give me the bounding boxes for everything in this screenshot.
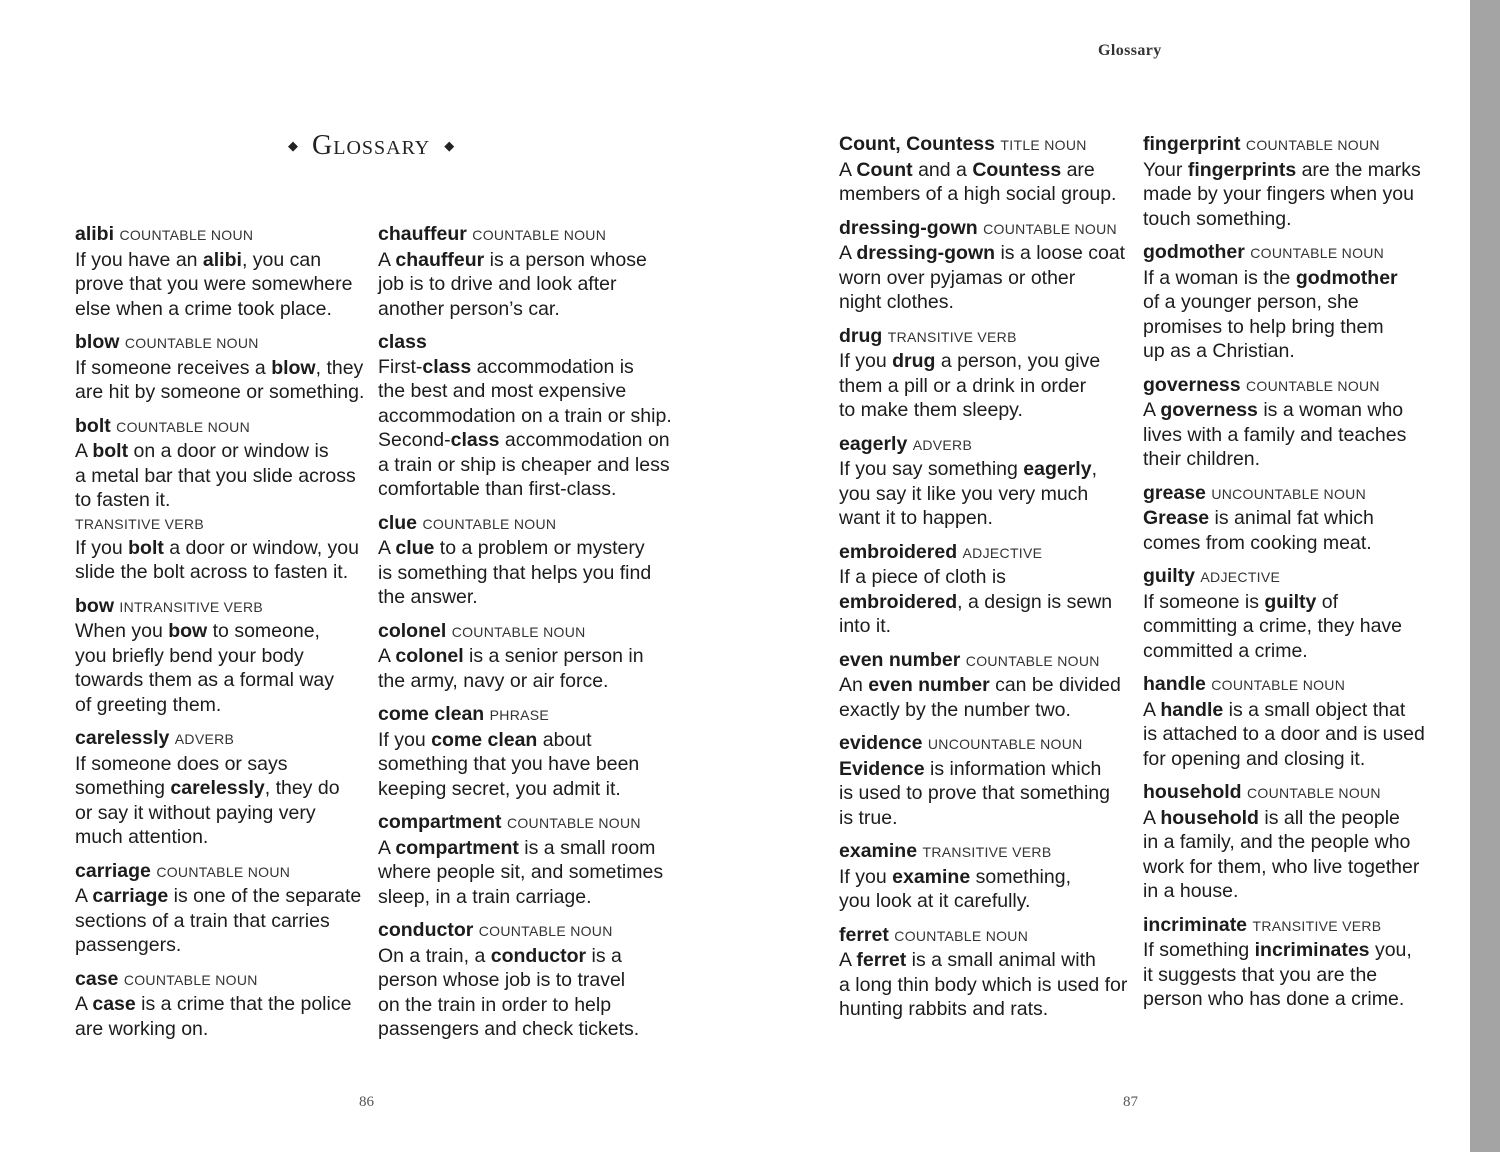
definition-line: job is to drive and look after: [378, 273, 617, 295]
definition-line: exactly by the number two.: [839, 698, 1071, 721]
definition-line: sections of a train that carries: [75, 909, 330, 932]
definition-line: A Count and a Countess are: [839, 158, 1095, 181]
definition-line: person whose job is to travel: [378, 969, 626, 991]
highlighted-term: examine: [892, 865, 971, 888]
highlighted-term: incriminates: [1254, 939, 1370, 961]
definition-line: another person’s car.: [378, 297, 560, 320]
definition-line: If something incriminates you,: [1143, 939, 1412, 961]
entry-headline: [1143, 564, 1433, 590]
entry-part-of-speech: COUNTABLE NOUN: [1245, 137, 1380, 153]
definition-line: is something that helps you find: [378, 561, 652, 584]
definition-line: Second-class accommodation on: [378, 429, 670, 451]
definition-line: towards them as a formal way: [75, 669, 335, 691]
entry-term: dressing-gown: [839, 216, 978, 239]
entry-part-of-speech: COUNTABLE NOUN: [1250, 245, 1385, 261]
definition-line: sleep, in a train carriage.: [378, 885, 592, 908]
definition-line: If you say something eagerly,: [839, 458, 1097, 480]
entry-headline: [75, 967, 365, 993]
highlighted-term: godmother: [1295, 266, 1398, 289]
definition-line: promises to help bring them: [1143, 315, 1384, 338]
glossary-entry: [839, 216, 1129, 315]
definition-line: comes from cooking meat.: [1143, 531, 1372, 554]
entry-part-of-speech: COUNTABLE NOUN: [116, 418, 250, 435]
entry-part-of-speech: TRANSITIVE VERB: [887, 328, 1017, 345]
glossary-column-4: [1143, 132, 1433, 1021]
entry-part-of-speech: INTRANSITIVE VERB: [119, 598, 263, 615]
glossary-entry: [1143, 780, 1433, 904]
entry-term: governess: [1143, 373, 1241, 396]
highlighted-term: bolt: [92, 440, 129, 462]
glossary-title: [288, 130, 454, 162]
glossary-entry: [1143, 240, 1433, 364]
entry-term: carelessly: [75, 727, 170, 749]
definition-line: On a train, a conductor is a: [378, 944, 622, 967]
glossary-entry: [378, 222, 668, 321]
entry-part-of-speech: COUNTABLE NOUN: [472, 227, 607, 243]
entry-headline: [839, 432, 1129, 458]
definition-line: keeping secret, you admit it.: [378, 777, 621, 800]
glossary-entry: [378, 511, 668, 610]
definition-line: for opening and closing it.: [1143, 747, 1366, 770]
definition-line: If someone receives a blow, they: [75, 356, 364, 379]
definition-line: made by your fingers when you: [1143, 183, 1414, 205]
highlighted-term: class: [450, 429, 500, 451]
highlighted-term: Countess: [972, 158, 1062, 181]
definition-line: An even number can be divided: [839, 674, 1121, 696]
definition-line: If a woman is the godmother: [1143, 266, 1398, 289]
highlighted-term: carriage: [92, 885, 169, 907]
highlighted-term: governess: [1160, 399, 1258, 421]
entry-term: colonel: [378, 619, 447, 642]
definition-line: up as a Christian.: [1143, 340, 1295, 362]
entry-part-of-speech: UNCOUNTABLE NOUN: [1211, 485, 1366, 502]
definition-line: A household is all the people: [1143, 806, 1400, 829]
entry-headline: [839, 731, 1129, 757]
definition-line: work for them, who live together: [1143, 855, 1420, 878]
highlighted-term: clue: [395, 537, 435, 559]
glossary-entry: [378, 702, 668, 801]
definition-line: If someone is guilty of: [1143, 590, 1339, 613]
definition-line: you say it like you very much: [839, 482, 1089, 505]
entry-headline: [839, 839, 1129, 865]
definition-line: else when a crime took place.: [75, 297, 332, 320]
definition-line: are hit by someone or something.: [75, 381, 365, 403]
entry-headline: [839, 132, 1129, 158]
definition-line: A clue to a problem or mystery: [378, 537, 645, 559]
highlighted-term: alibi: [202, 248, 242, 271]
entry-term: embroidered: [839, 540, 958, 563]
definition-line: A colonel is a senior person in: [378, 645, 644, 667]
definition-line: committing a crime, they have: [1143, 615, 1403, 637]
definition-line: hunting rabbits and rats.: [839, 998, 1049, 1020]
definition-line: If you drug a person, you give: [839, 350, 1101, 372]
definition-line: Grease is animal fat which: [1143, 507, 1374, 529]
definition-line: A dressing-gown is a loose coat: [839, 242, 1126, 264]
entry-term: handle: [1143, 673, 1206, 695]
definition-line: members of a high social group.: [839, 183, 1117, 205]
entry-part-of-speech: COUNTABLE NOUN: [119, 227, 254, 243]
highlighted-term: Count: [856, 158, 913, 181]
definition-line: is used to prove that something: [839, 782, 1110, 804]
definition-line: lives with a family and teaches: [1143, 423, 1407, 446]
definition-line: A compartment is a small room: [378, 836, 656, 859]
entry-part-of-speech: COUNTABLE NOUN: [965, 652, 1100, 669]
entry-headline: [1143, 672, 1433, 698]
definition-line: person who has done a crime.: [1143, 988, 1405, 1010]
entry-headline: [1143, 240, 1433, 266]
glossary-entry: [378, 330, 672, 502]
highlighted-term: colonel: [395, 645, 464, 667]
entry-term: even number: [839, 648, 961, 671]
definition-line: If you come clean about: [378, 728, 592, 751]
definition-line: If you have an alibi, you can: [75, 248, 322, 271]
diamond-ornament-icon: ◆: [444, 138, 455, 153]
definition-line: A ferret is a small animal with: [839, 949, 1096, 971]
definition-line: committed a crime.: [1143, 639, 1308, 662]
definition-line: their children.: [1143, 448, 1261, 470]
definition-line: If you examine something,: [839, 865, 1071, 888]
definition-line: much attention.: [75, 826, 209, 848]
definition-line: of greeting them.: [75, 693, 222, 716]
entry-part-of-speech: COUNTABLE NOUN: [1211, 677, 1346, 693]
glossary-entry: [75, 859, 365, 958]
highlighted-term: household: [1160, 806, 1259, 829]
glossary-column-3: [839, 132, 1129, 1031]
diamond-ornament-icon: ◆: [288, 138, 298, 153]
definition-line: A governess is a woman who: [1143, 399, 1404, 421]
highlighted-term: embroidered: [839, 590, 958, 613]
entry-part-of-speech: PHRASE: [489, 707, 550, 723]
entry-term: chauffeur: [378, 223, 467, 245]
highlighted-term: dressing-gown: [856, 242, 996, 264]
entry-term: incriminate: [1143, 913, 1248, 936]
definition-line: you look at it carefully.: [839, 890, 1031, 912]
definition-line: prove that you were somewhere: [75, 273, 353, 295]
entry-headline: [75, 859, 365, 885]
definition-line: are working on.: [75, 1017, 209, 1040]
entry-part-of-speech: ADJECTIVE: [962, 544, 1043, 561]
entry-headline: [75, 594, 365, 620]
definition-line: A case is a crime that the police: [75, 993, 352, 1015]
glossary-entry: [75, 222, 365, 321]
entry-part-of-speech: COUNTABLE NOUN: [156, 863, 291, 880]
glossary-title-text: Glossary: [312, 130, 431, 161]
entry-part-of-speech: ADVERB: [912, 436, 973, 453]
entry-part-of-speech: COUNTABLE NOUN: [422, 515, 557, 532]
glossary-entry: [839, 540, 1129, 639]
entry-part-of-speech: COUNTABLE NOUN: [478, 923, 613, 939]
entry-term: grease: [1143, 481, 1206, 504]
entry-part-of-speech: TRANSITIVE VERB: [75, 515, 204, 532]
glossary-entry: [378, 918, 668, 1042]
glossary-entry: [839, 648, 1129, 723]
glossary-entry: [75, 414, 365, 585]
glossary-entry: [75, 967, 365, 1042]
definition-line: a long thin body which is used for: [839, 973, 1128, 996]
highlighted-term: Grease: [1143, 507, 1210, 529]
entry-headline: [378, 222, 668, 248]
definition-line: to make them sleepy.: [839, 399, 1023, 421]
entry-term: examine: [839, 840, 918, 862]
definition-line: When you bow to someone,: [75, 620, 320, 642]
definition-line: it suggests that you are the: [1143, 963, 1378, 986]
highlighted-term: guilty: [1264, 590, 1317, 613]
entry-headline: [839, 648, 1129, 674]
highlighted-term: bolt: [128, 536, 164, 559]
entry-headline: [378, 619, 668, 645]
entry-term: case: [75, 967, 119, 990]
definition-line: on the train in order to help: [378, 993, 612, 1016]
entry-part-of-speech: COUNTABLE NOUN: [123, 971, 258, 988]
entry-headline: [75, 726, 365, 752]
definition-line: the best and most expensive: [378, 380, 627, 402]
definition-line: them a pill or a drink in order: [839, 374, 1087, 397]
glossary-entry: [839, 432, 1129, 531]
entry-part-of-speech: COUNTABLE NOUN: [983, 220, 1117, 237]
definition-line: passengers and check tickets.: [378, 1018, 640, 1040]
entry-part-of-speech: UNCOUNTABLE NOUN: [927, 736, 1083, 752]
definition-line: If you bolt a door or window, you: [75, 536, 359, 559]
entry-part-of-speech: TRANSITIVE VERB: [1252, 917, 1382, 934]
glossary-entry: [839, 839, 1129, 914]
definition-line: First-class accommodation is: [378, 355, 634, 378]
definition-line: a metal bar that you slide across: [75, 464, 356, 487]
definition-line: where people sit, and sometimes: [378, 861, 664, 883]
entry-headline: [378, 330, 668, 355]
definition-line: or say it without paying very: [75, 801, 316, 824]
glossary-entry: [75, 330, 365, 405]
glossary-entry: [75, 726, 365, 850]
entry-term: class: [378, 331, 427, 353]
definition-line: is attached to a door and is used: [1143, 723, 1425, 745]
entry-part-of-speech: COUNTABLE NOUN: [1247, 785, 1381, 801]
scrollbar[interactable]: [1470, 0, 1500, 1152]
definition-line: is true.: [839, 806, 898, 829]
entry-part-of-speech: TITLE NOUN: [1000, 137, 1087, 153]
glossary-entry: [378, 810, 668, 909]
highlighted-term: fingerprints: [1187, 158, 1297, 181]
entry-headline: [839, 324, 1129, 350]
glossary-entry: [1143, 481, 1433, 556]
definition-line: the answer.: [378, 586, 478, 608]
glossary-entry: [1143, 373, 1433, 472]
entry-term: bolt: [75, 414, 111, 437]
entry-term: household: [1143, 781, 1242, 803]
entry-headline: [839, 216, 1129, 242]
glossary-entry: [839, 731, 1129, 830]
glossary-entry: [839, 132, 1129, 207]
entry-term: blow: [75, 331, 120, 353]
definition-line: in a family, and the people who: [1143, 831, 1411, 853]
entry-part-of-speech: COUNTABLE NOUN: [894, 927, 1029, 944]
definition-line: touch something.: [1143, 207, 1292, 230]
entry-part-of-speech: COUNTABLE NOUN: [451, 623, 586, 640]
entry-headline: [1143, 132, 1433, 158]
entry-headline: [378, 702, 668, 728]
definition-line: A bolt on a door or window is: [75, 440, 329, 462]
highlighted-term: bow: [168, 620, 208, 642]
highlighted-term: come clean: [431, 728, 538, 751]
entry-headline: [378, 511, 668, 537]
entry-part-of-speech: ADVERB: [174, 731, 235, 747]
glossary-column-1: [75, 222, 365, 1050]
definition-line: of a younger person, she: [1143, 291, 1359, 313]
definition-line: worn over pyjamas or other: [839, 266, 1076, 289]
entry-term: come clean: [378, 703, 485, 725]
entry-part-of-speech: ADJECTIVE: [1200, 569, 1281, 585]
highlighted-term: ferret: [856, 949, 907, 971]
entry-headline: [839, 923, 1129, 949]
highlighted-term: Evidence: [839, 757, 925, 780]
highlighted-term: chauffeur: [395, 248, 485, 271]
definition-line: A chauffeur is a person whose: [378, 248, 647, 271]
entry-term: drug: [839, 324, 883, 347]
entry-part-of-speech: TRANSITIVE VERB: [922, 844, 1052, 860]
entry-term: guilty: [1143, 565, 1195, 587]
glossary-entry: [378, 619, 668, 694]
highlighted-term: even number: [868, 674, 990, 696]
highlighted-term: blow: [271, 356, 316, 379]
glossary-entry: [1143, 672, 1433, 771]
entry-term: godmother: [1143, 241, 1245, 263]
entry-term: alibi: [75, 223, 115, 245]
definition-line: A carriage is one of the separate: [75, 885, 362, 907]
definition-line: Evidence is information which: [839, 757, 1102, 780]
glossary-entry: [1143, 564, 1433, 663]
entry-part-of-speech: COUNTABLE NOUN: [1245, 377, 1380, 394]
entry-headline: [839, 540, 1129, 566]
entry-term: conductor: [378, 919, 474, 941]
running-head: Glossary: [1098, 42, 1162, 59]
entry-term: carriage: [75, 859, 151, 882]
glossary-entry: [75, 594, 365, 718]
highlighted-term: eagerly: [1023, 458, 1092, 480]
definition-line: want it to happen.: [839, 507, 993, 529]
definition-line: a train or ship is cheaper and less: [378, 453, 670, 476]
entry-part-of-speech: COUNTABLE NOUN: [506, 815, 641, 831]
definition-line: in a house.: [1143, 880, 1239, 902]
definition-line: slide the bolt across to fasten it.: [75, 561, 349, 583]
definition-line: comfortable than first-class.: [378, 478, 617, 500]
highlighted-term: conductor: [490, 944, 587, 967]
glossary-entry: [839, 324, 1129, 423]
entry-term: compartment: [378, 811, 502, 833]
entry-headline: [75, 222, 365, 248]
definition-line: If someone does or says: [75, 752, 288, 775]
entry-headline: [1143, 373, 1433, 399]
definition-line: If a piece of cloth is: [839, 566, 1006, 588]
highlighted-term: class: [422, 355, 472, 378]
glossary-entry: [1143, 913, 1433, 1012]
definition-line: night clothes.: [839, 291, 954, 313]
entry-term: fingerprint: [1143, 133, 1241, 155]
entry-headline: [75, 330, 365, 356]
entry-term: clue: [378, 511, 418, 534]
definition-line: accommodation on a train or ship.: [378, 404, 672, 427]
entry-headline: [378, 810, 668, 836]
definition-line: the army, navy or air force.: [378, 669, 609, 692]
entry-headline: [1143, 780, 1433, 806]
definition-line: something carelessly, they do: [75, 777, 340, 799]
entry-headline: [378, 918, 668, 944]
highlighted-term: compartment: [395, 836, 519, 859]
definition-line: A handle is a small object that: [1143, 698, 1406, 721]
glossary-entry: [1143, 132, 1433, 231]
highlighted-term: carelessly: [170, 777, 265, 799]
entry-term: bow: [75, 594, 114, 617]
entry-term: evidence: [839, 732, 923, 754]
definition-line: embroidered, a design is sewn: [839, 590, 1113, 613]
entry-term: ferret: [839, 923, 889, 946]
definition-line: something that you have been: [378, 753, 640, 775]
definition-line: into it.: [839, 615, 892, 637]
definition-line: Your fingerprints are the marks: [1143, 158, 1421, 181]
highlighted-term: case: [92, 993, 136, 1015]
highlighted-term: drug: [892, 350, 936, 372]
definition-line: you briefly bend your body: [75, 644, 304, 667]
entry-headline: [75, 414, 365, 440]
page-number-left: 86: [359, 1094, 374, 1110]
entry-part-of-speech: COUNTABLE NOUN: [124, 335, 259, 351]
definition-line: passengers.: [75, 934, 182, 956]
glossary-column-2: [378, 222, 672, 1051]
entry-headline: [1143, 913, 1433, 939]
entry-term: Count, Countess: [839, 133, 995, 155]
highlighted-term: handle: [1160, 698, 1224, 721]
entry-term: eagerly: [839, 432, 908, 455]
glossary-entry: [839, 923, 1129, 1022]
entry-headline: [1143, 481, 1433, 507]
definition-line: to fasten it.: [75, 489, 171, 511]
page-number-right: 87: [1123, 1094, 1138, 1110]
